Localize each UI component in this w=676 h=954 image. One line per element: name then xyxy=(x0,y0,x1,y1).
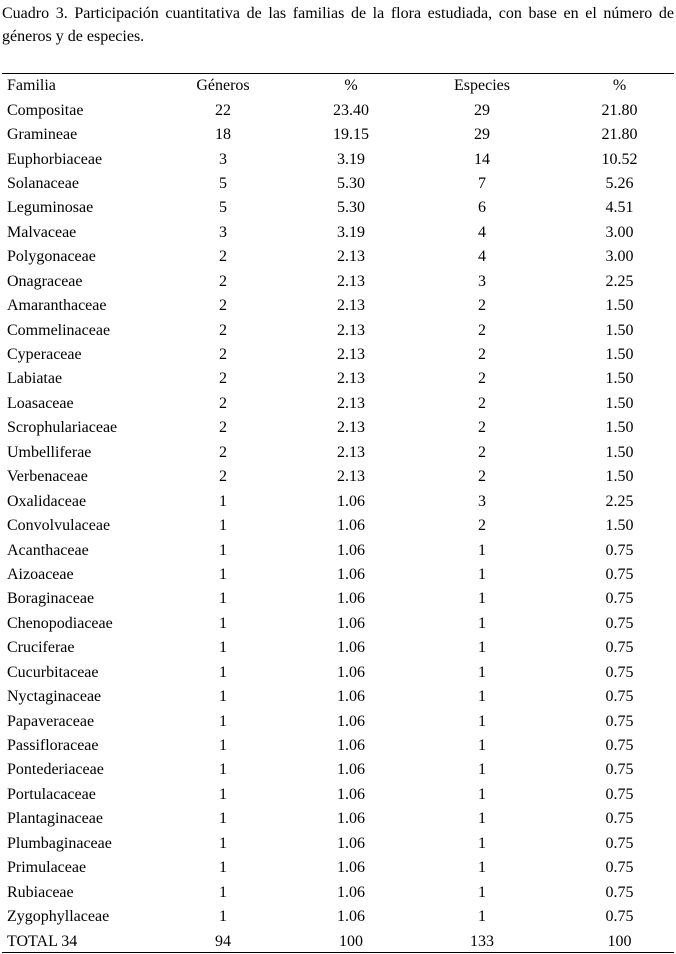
cell-generos-percent: 3.19 xyxy=(337,223,365,241)
table-row xyxy=(0,98,676,122)
cell-generos: 1 xyxy=(219,859,227,877)
cell-generos: 2 xyxy=(219,321,227,339)
table-row xyxy=(0,245,676,269)
table-row xyxy=(0,441,676,465)
table-row xyxy=(0,196,676,220)
cell-generos-percent: 23.40 xyxy=(333,101,369,119)
cell-generos-percent: 1.06 xyxy=(337,639,365,657)
cell-generos: 1 xyxy=(219,785,227,803)
cell-especies: 1 xyxy=(478,541,486,559)
cell-familia: Verbenaceae xyxy=(7,468,88,486)
cell-especies: 1 xyxy=(478,688,486,706)
cell-generos: 5 xyxy=(219,174,227,192)
cell-generos: 2 xyxy=(219,248,227,266)
table-row xyxy=(0,612,676,636)
cell-especies: 4 xyxy=(478,248,486,266)
cell-especies-percent: 0.75 xyxy=(605,688,634,706)
cell-especies-percent: 0.75 xyxy=(605,663,634,681)
cell-especies-percent: 0.75 xyxy=(605,785,634,803)
cell-generos: 94 xyxy=(215,932,231,950)
header-generos-percent: % xyxy=(344,77,358,95)
cell-especies-percent: 1.50 xyxy=(605,346,634,364)
cell-generos-percent: 2.13 xyxy=(337,394,365,412)
table-row xyxy=(0,392,676,416)
cell-familia: Umbelliferae xyxy=(7,443,92,461)
cell-generos: 1 xyxy=(219,737,227,755)
table-bottom-rule xyxy=(2,952,674,953)
cell-familia: Convolvulaceae xyxy=(7,517,111,535)
header-especies: Especies xyxy=(454,77,510,95)
cell-generos: 2 xyxy=(219,443,227,461)
cell-especies: 1 xyxy=(478,590,486,608)
cell-generos: 1 xyxy=(219,712,227,730)
cell-generos: 5 xyxy=(219,199,227,217)
cell-especies: 1 xyxy=(478,737,486,755)
cell-especies-percent: 0.75 xyxy=(605,834,634,852)
cell-generos: 1 xyxy=(219,639,227,657)
cell-generos-percent: 5.30 xyxy=(337,174,365,192)
cell-especies-percent: 1.50 xyxy=(605,297,634,315)
cell-generos-percent: 2.13 xyxy=(337,468,365,486)
cell-especies: 1 xyxy=(478,810,486,828)
cell-generos-percent: 5.30 xyxy=(337,199,365,217)
cell-familia: Rubiaceae xyxy=(7,883,74,901)
cell-especies: 2 xyxy=(478,297,486,315)
cell-especies: 1 xyxy=(478,712,486,730)
cell-familia: Acanthaceae xyxy=(7,541,89,559)
cell-especies-percent: 1.50 xyxy=(605,517,634,535)
cell-generos-percent: 1.06 xyxy=(337,541,365,559)
cell-especies-percent: 0.75 xyxy=(605,614,634,632)
cell-especies: 1 xyxy=(478,565,486,583)
cell-familia: Primulaceae xyxy=(7,859,87,877)
cell-generos-percent: 1.06 xyxy=(337,761,365,779)
cell-generos: 22 xyxy=(215,101,231,119)
table-row xyxy=(0,538,676,562)
table-row xyxy=(0,734,676,758)
cell-generos: 18 xyxy=(215,126,231,144)
cell-especies-percent: 0.75 xyxy=(605,712,634,730)
cell-generos: 1 xyxy=(219,590,227,608)
table-row xyxy=(0,367,676,391)
cell-generos: 3 xyxy=(219,150,227,168)
cell-familia: Boraginaceae xyxy=(7,590,95,608)
cell-generos: 1 xyxy=(219,663,227,681)
cell-especies-percent: 1.50 xyxy=(605,321,634,339)
cell-especies: 1 xyxy=(478,639,486,657)
cell-especies-percent: 0.75 xyxy=(605,883,634,901)
table-row xyxy=(0,685,676,709)
cell-familia: Portulacaceae xyxy=(7,785,96,803)
cell-generos-percent: 2.13 xyxy=(337,272,365,290)
table-row xyxy=(0,123,676,147)
cell-especies: 1 xyxy=(478,883,486,901)
cell-generos: 2 xyxy=(219,297,227,315)
table-row xyxy=(0,856,676,880)
cell-generos-percent: 1.06 xyxy=(337,492,365,510)
cell-generos: 1 xyxy=(219,614,227,632)
cell-especies: 133 xyxy=(470,932,494,950)
cell-familia: Amaranthaceae xyxy=(7,297,107,315)
cell-especies-percent: 1.50 xyxy=(605,443,634,461)
cell-generos-percent: 1.06 xyxy=(337,834,365,852)
table-row xyxy=(0,636,676,660)
cell-familia: Pontederiaceae xyxy=(7,761,104,779)
table-row xyxy=(0,514,676,538)
cell-generos: 2 xyxy=(219,394,227,412)
cell-generos-percent: 1.06 xyxy=(337,614,365,632)
cell-especies: 2 xyxy=(478,394,486,412)
cell-generos-percent: 1.06 xyxy=(337,590,365,608)
header-generos: Géneros xyxy=(196,77,250,95)
cell-generos-percent: 1.06 xyxy=(337,908,365,926)
cell-especies: 29 xyxy=(474,101,490,119)
cell-familia: Onagraceae xyxy=(7,272,83,290)
cell-familia: Loasaceae xyxy=(7,394,74,412)
cell-familia: Aizoaceae xyxy=(7,565,74,583)
table-row xyxy=(0,832,676,856)
cell-generos: 1 xyxy=(219,810,227,828)
cell-familia: Papaveraceae xyxy=(7,712,95,730)
cell-generos: 3 xyxy=(219,223,227,241)
table-row xyxy=(0,221,676,245)
cell-generos: 1 xyxy=(219,908,227,926)
cell-especies: 2 xyxy=(478,370,486,388)
table-row xyxy=(0,758,676,782)
cell-familia: Plantaginaceae xyxy=(7,810,103,828)
cell-generos: 2 xyxy=(219,419,227,437)
cell-especies: 14 xyxy=(474,150,490,168)
cell-generos-percent: 3.19 xyxy=(337,150,365,168)
families-table xyxy=(0,74,676,954)
cell-generos: 1 xyxy=(219,565,227,583)
table-total-row xyxy=(0,929,676,953)
table-row xyxy=(0,880,676,904)
cell-especies-percent: 2.25 xyxy=(605,492,634,510)
cell-especies: 6 xyxy=(478,199,486,217)
table-row xyxy=(0,783,676,807)
header-familia: Familia xyxy=(7,77,56,95)
header-especies-percent: % xyxy=(612,77,627,95)
cell-generos-percent: 1.06 xyxy=(337,810,365,828)
table-row xyxy=(0,294,676,318)
cell-especies: 1 xyxy=(478,859,486,877)
cell-especies-percent: 1.50 xyxy=(605,419,634,437)
cell-especies-percent: 0.75 xyxy=(605,639,634,657)
cell-generos-percent: 1.06 xyxy=(337,785,365,803)
table-row xyxy=(0,343,676,367)
cell-generos-percent: 2.13 xyxy=(337,443,365,461)
cell-familia: Polygonaceae xyxy=(7,248,96,266)
cell-especies-percent: 0.75 xyxy=(605,590,634,608)
cell-familia: Compositae xyxy=(7,101,84,119)
cell-generos-percent: 100 xyxy=(339,932,363,950)
cell-familia: Malvaceae xyxy=(7,223,77,241)
cell-especies-percent: 0.75 xyxy=(605,761,634,779)
cell-especies: 29 xyxy=(474,126,490,144)
cell-generos-percent: 1.06 xyxy=(337,712,365,730)
cell-especies: 1 xyxy=(478,908,486,926)
table-row xyxy=(0,709,676,733)
table-row xyxy=(0,416,676,440)
cell-generos-percent: 2.13 xyxy=(337,321,365,339)
cell-generos: 2 xyxy=(219,370,227,388)
cell-familia: TOTAL 34 xyxy=(7,932,78,950)
cell-generos: 2 xyxy=(219,468,227,486)
cell-especies: 1 xyxy=(478,785,486,803)
cell-especies: 4 xyxy=(478,223,486,241)
cell-generos: 2 xyxy=(219,346,227,364)
table-row xyxy=(0,661,676,685)
cell-especies: 1 xyxy=(478,761,486,779)
cell-especies-percent: 1.50 xyxy=(605,370,634,388)
table-row xyxy=(0,147,676,171)
cell-generos-percent: 1.06 xyxy=(337,663,365,681)
table-row xyxy=(0,905,676,929)
cell-generos: 1 xyxy=(219,834,227,852)
cell-generos-percent: 1.06 xyxy=(337,688,365,706)
cell-generos-percent: 1.06 xyxy=(337,883,365,901)
cell-especies: 2 xyxy=(478,443,486,461)
cell-familia: Commelinaceae xyxy=(7,321,111,339)
cell-generos: 1 xyxy=(219,517,227,535)
cell-generos: 1 xyxy=(219,761,227,779)
table-header-row xyxy=(0,74,676,98)
cell-especies: 7 xyxy=(478,174,486,192)
cell-familia: Euphorbiaceae xyxy=(7,150,103,168)
cell-especies-percent: 0.75 xyxy=(605,859,634,877)
cell-especies-percent: 5.26 xyxy=(605,174,634,192)
cell-especies-percent: 2.25 xyxy=(605,272,634,290)
cell-especies-percent: 0.75 xyxy=(605,908,634,926)
cell-generos: 1 xyxy=(219,492,227,510)
cell-familia: Scrophulariaceae xyxy=(7,419,118,437)
cell-familia: Labiatae xyxy=(7,370,63,388)
cell-especies-percent: 100 xyxy=(607,932,632,950)
cell-especies-percent: 21.80 xyxy=(601,126,638,144)
cell-generos-percent: 1.06 xyxy=(337,859,365,877)
table-row xyxy=(0,172,676,196)
table-row xyxy=(0,587,676,611)
cell-generos-percent: 1.06 xyxy=(337,565,365,583)
table-caption: Cuadro 3. Participación cuantitativa de las familias de la flora estudiada, con base en el número de géneros y de especies. xyxy=(2,5,674,45)
cell-familia: Cruciferae xyxy=(7,639,75,657)
table-row xyxy=(0,465,676,489)
cell-familia: Cucurbitaceae xyxy=(7,663,99,681)
cell-especies-percent: 1.50 xyxy=(605,468,634,486)
cell-especies-percent: 0.75 xyxy=(605,565,634,583)
cell-generos-percent: 1.06 xyxy=(337,517,365,535)
table-body xyxy=(0,98,676,953)
cell-especies-percent: 4.51 xyxy=(605,199,634,217)
cell-especies: 2 xyxy=(478,468,486,486)
cell-familia: Nyctaginaceae xyxy=(7,688,102,706)
cell-generos-percent: 2.13 xyxy=(337,346,365,364)
cell-especies-percent: 0.75 xyxy=(605,541,634,559)
cell-especies: 2 xyxy=(478,321,486,339)
cell-especies-percent: 3.00 xyxy=(605,248,634,266)
cell-especies: 2 xyxy=(478,346,486,364)
cell-generos-percent: 2.13 xyxy=(337,370,365,388)
cell-generos: 2 xyxy=(219,272,227,290)
cell-generos-percent: 1.06 xyxy=(337,737,365,755)
cell-especies-percent: 0.75 xyxy=(605,810,634,828)
cell-especies: 3 xyxy=(478,492,486,510)
cell-familia: Passifloraceae xyxy=(7,737,99,755)
cell-generos: 1 xyxy=(219,883,227,901)
table-row xyxy=(0,807,676,831)
cell-especies-percent: 3.00 xyxy=(605,223,634,241)
cell-familia: Oxalidaceae xyxy=(7,492,87,510)
cell-familia: Gramineae xyxy=(7,126,78,144)
cell-especies-percent: 10.52 xyxy=(601,150,638,168)
cell-especies: 3 xyxy=(478,272,486,290)
cell-familia: Chenopodiaceae xyxy=(7,614,113,632)
cell-familia: Cyperaceae xyxy=(7,346,82,364)
cell-especies: 1 xyxy=(478,834,486,852)
cell-generos-percent: 2.13 xyxy=(337,248,365,266)
table-row xyxy=(0,563,676,587)
cell-familia: Zygophyllaceae xyxy=(7,908,110,926)
cell-especies: 1 xyxy=(478,614,486,632)
cell-familia: Plumbaginaceae xyxy=(7,834,112,852)
table-row xyxy=(0,270,676,294)
cell-especies: 2 xyxy=(478,419,486,437)
cell-familia: Solanaceae xyxy=(7,174,79,192)
cell-generos: 1 xyxy=(219,541,227,559)
cell-generos-percent: 19.15 xyxy=(333,126,369,144)
table-row xyxy=(0,489,676,513)
cell-generos: 1 xyxy=(219,688,227,706)
cell-especies: 2 xyxy=(478,517,486,535)
cell-especies-percent: 21.80 xyxy=(601,101,638,119)
cell-especies: 1 xyxy=(478,663,486,681)
cell-especies-percent: 0.75 xyxy=(605,737,634,755)
cell-especies-percent: 1.50 xyxy=(605,394,634,412)
cell-generos-percent: 2.13 xyxy=(337,419,365,437)
cell-generos-percent: 2.13 xyxy=(337,297,365,315)
cell-familia: Leguminosae xyxy=(7,199,94,217)
table-row xyxy=(0,318,676,342)
